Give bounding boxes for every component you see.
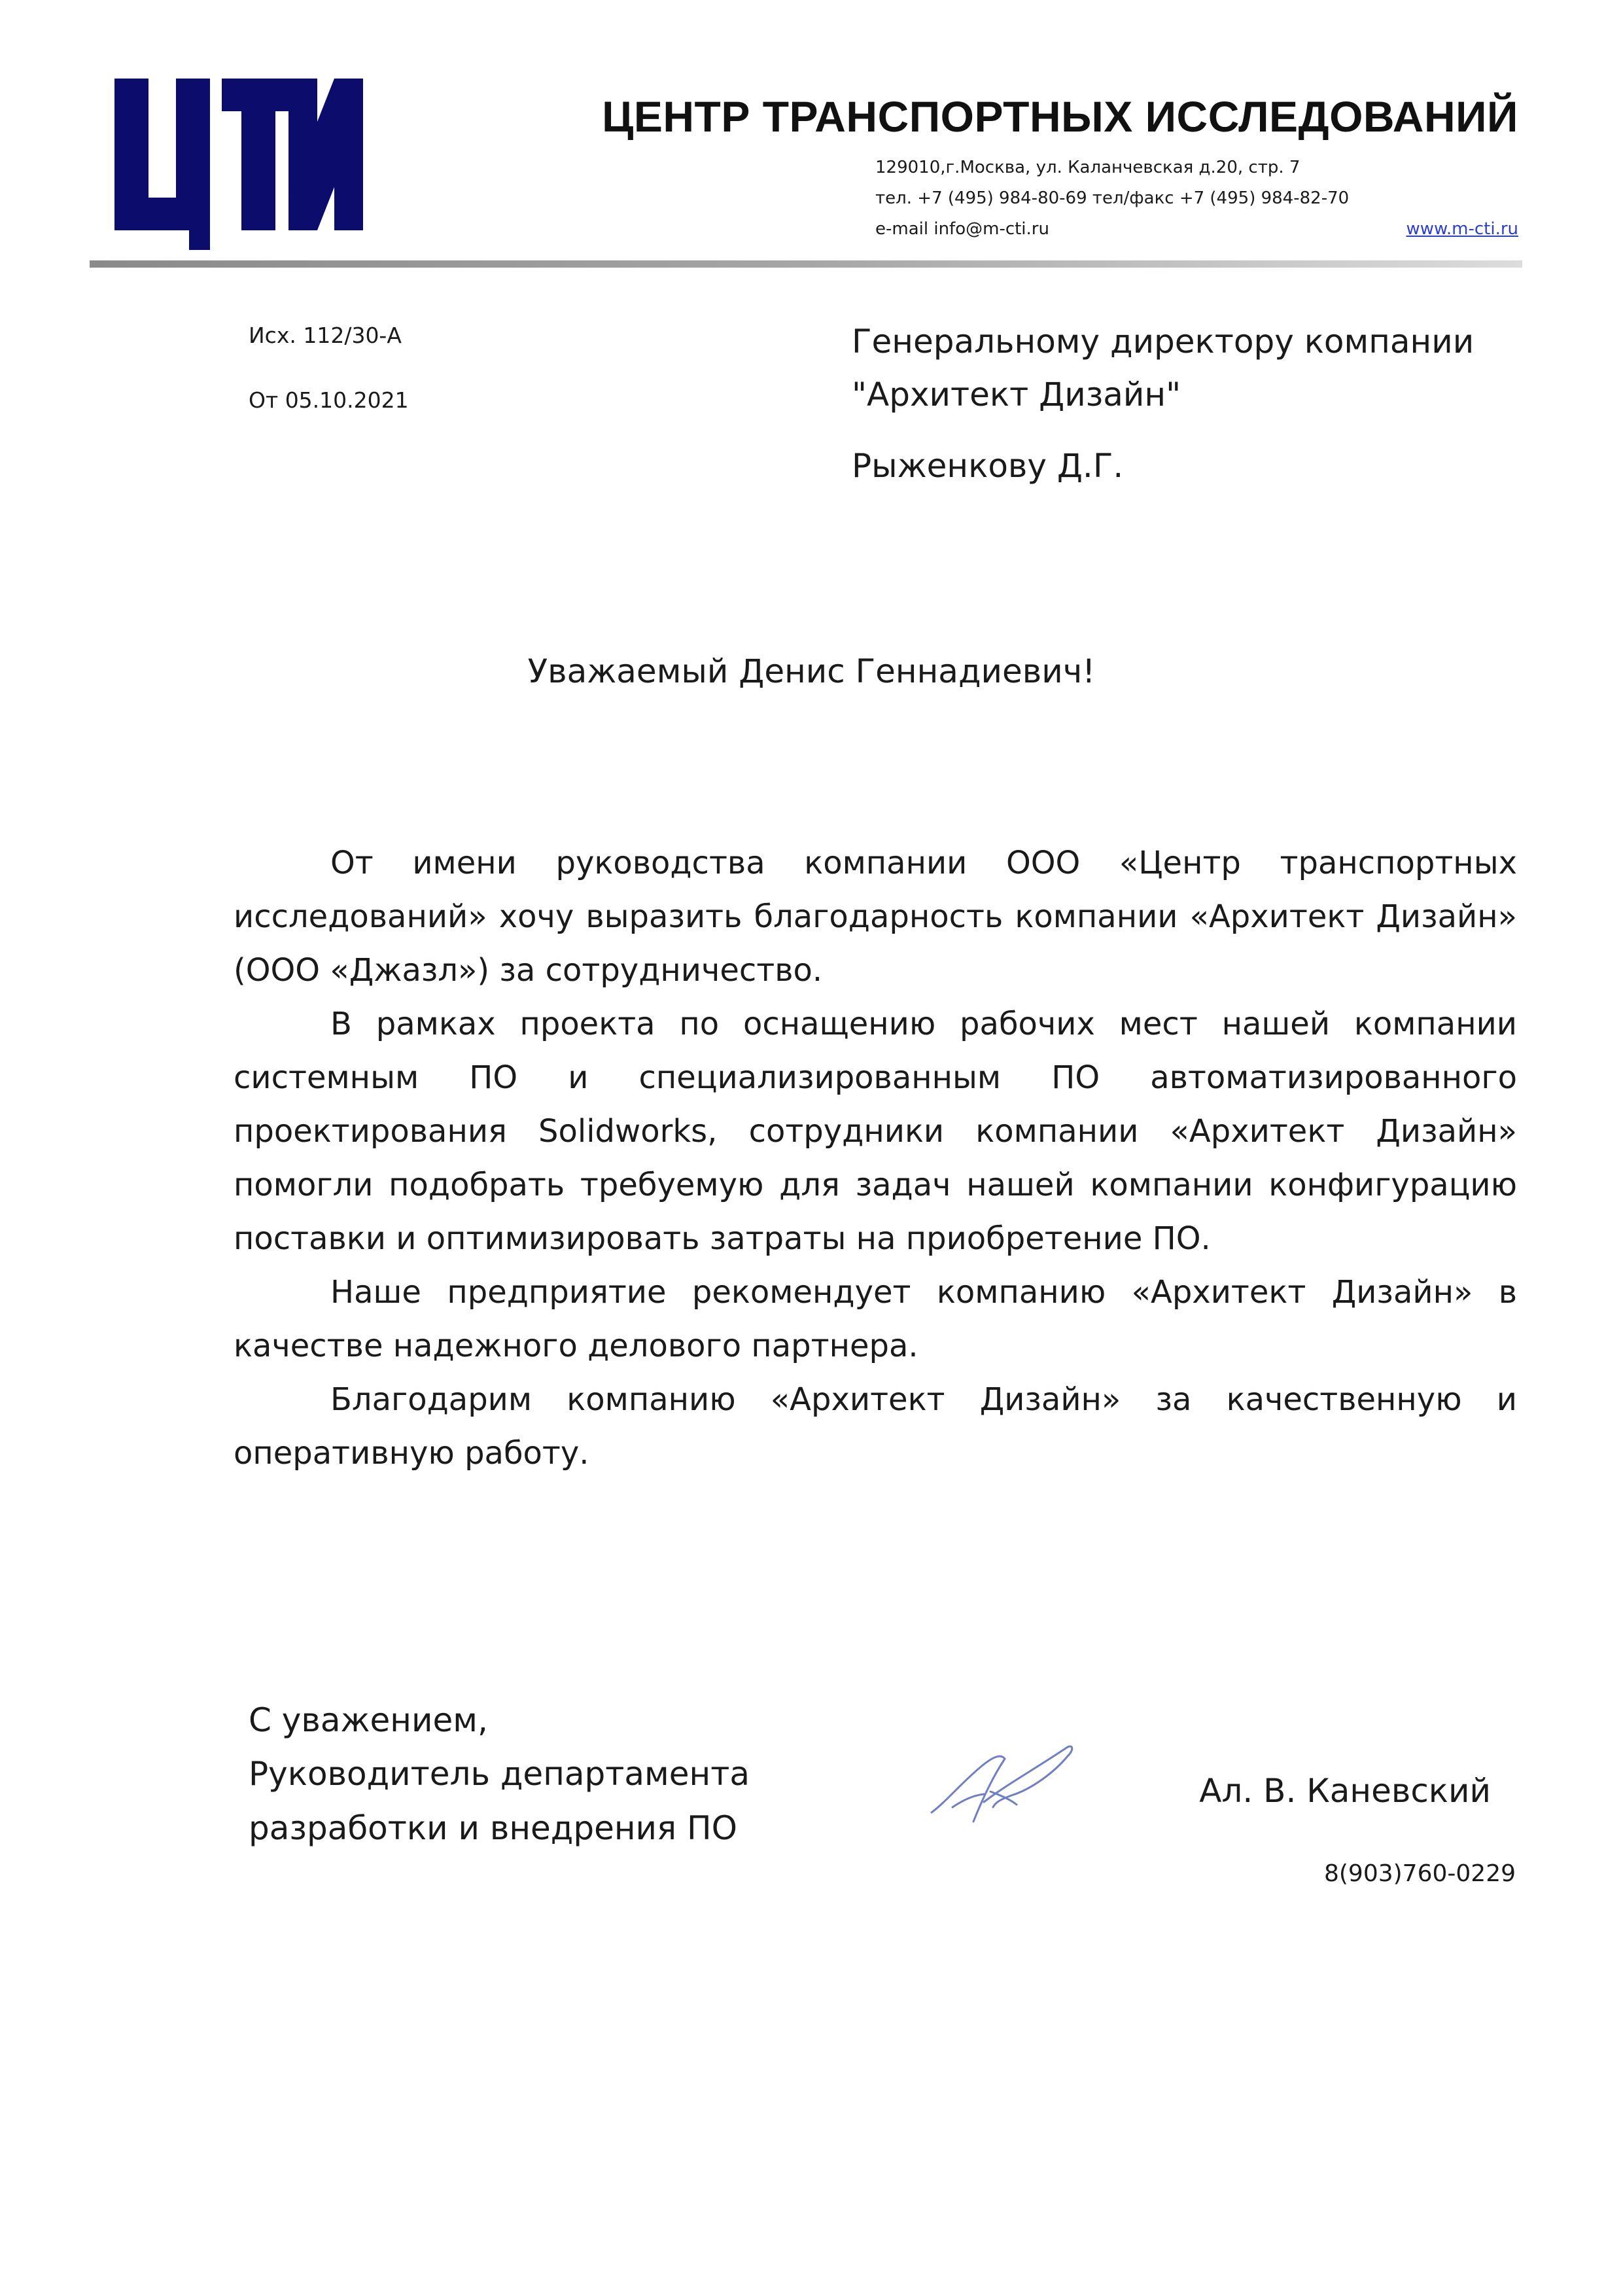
handwritten-signature: [928, 1739, 1078, 1837]
organization-email: e-mail info@m-cti.ru: [875, 219, 1049, 239]
outgoing-number: Исх. 112/30-А: [249, 323, 402, 348]
body-paragraph: В рамках проекта по оснащению рабочих мест нашей компании системным ПО и специализированным ПО автоматизированного проектирования Solidworks, сотрудники компании «Архитект Дизайн» помогли подобрать требуемую для задач нашей компании конфигурацию поставки и оптимизировать затраты на приобретение ПО.: [234, 1006, 1517, 1257]
signer-phone: 8(903)760-0229: [1323, 1860, 1516, 1887]
letter-body: [234, 836, 1517, 1480]
addressee-title: Генеральному директору компании: [852, 323, 1475, 361]
organization-address: 129010,г.Москва, ул. Каланчевская д.20, стр. 7: [875, 158, 1300, 177]
body-paragraph: От имени руководства компании ООО «Центр транспортных исследований» хочу выразить благодарность компании «Архитект Дизайн» (ООО «Джазл») за сотрудничество.: [234, 845, 1517, 989]
addressee-company: "Архитект Дизайн": [852, 376, 1181, 414]
salutation: Уважаемый Денис Геннадиевич!: [527, 652, 1096, 690]
signer-position-continued: разработки и внедрения ПО: [249, 1809, 737, 1847]
closing-phrase: С уважением,: [249, 1701, 488, 1739]
body-paragraph: Наше предприятие рекомендует компанию «Архитект Дизайн» в качестве надежного делового партнера.: [234, 1274, 1517, 1364]
body-paragraph: Благодарим компанию «Архитект Дизайн» за качественную и оперативную работу.: [234, 1381, 1517, 1472]
organization-phones: тел. +7 (495) 984-80-69 тел/факс +7 (495) 984-82-70: [875, 188, 1350, 208]
signer-name: Ал. В. Каневский: [1199, 1772, 1491, 1810]
cti-logo: [114, 79, 363, 250]
organization-name: ЦЕНТР ТРАНСПОРТНЫХ ИССЛЕДОВАНИЙ: [602, 92, 1518, 141]
letter-date: От 05.10.2021: [249, 387, 409, 413]
signer-position: Руководитель департамента: [249, 1755, 750, 1793]
addressee-name: Рыженкову Д.Г.: [852, 447, 1124, 485]
website-link[interactable]: www.m-cti.ru: [1406, 219, 1518, 239]
letterhead-divider: [90, 260, 1522, 268]
